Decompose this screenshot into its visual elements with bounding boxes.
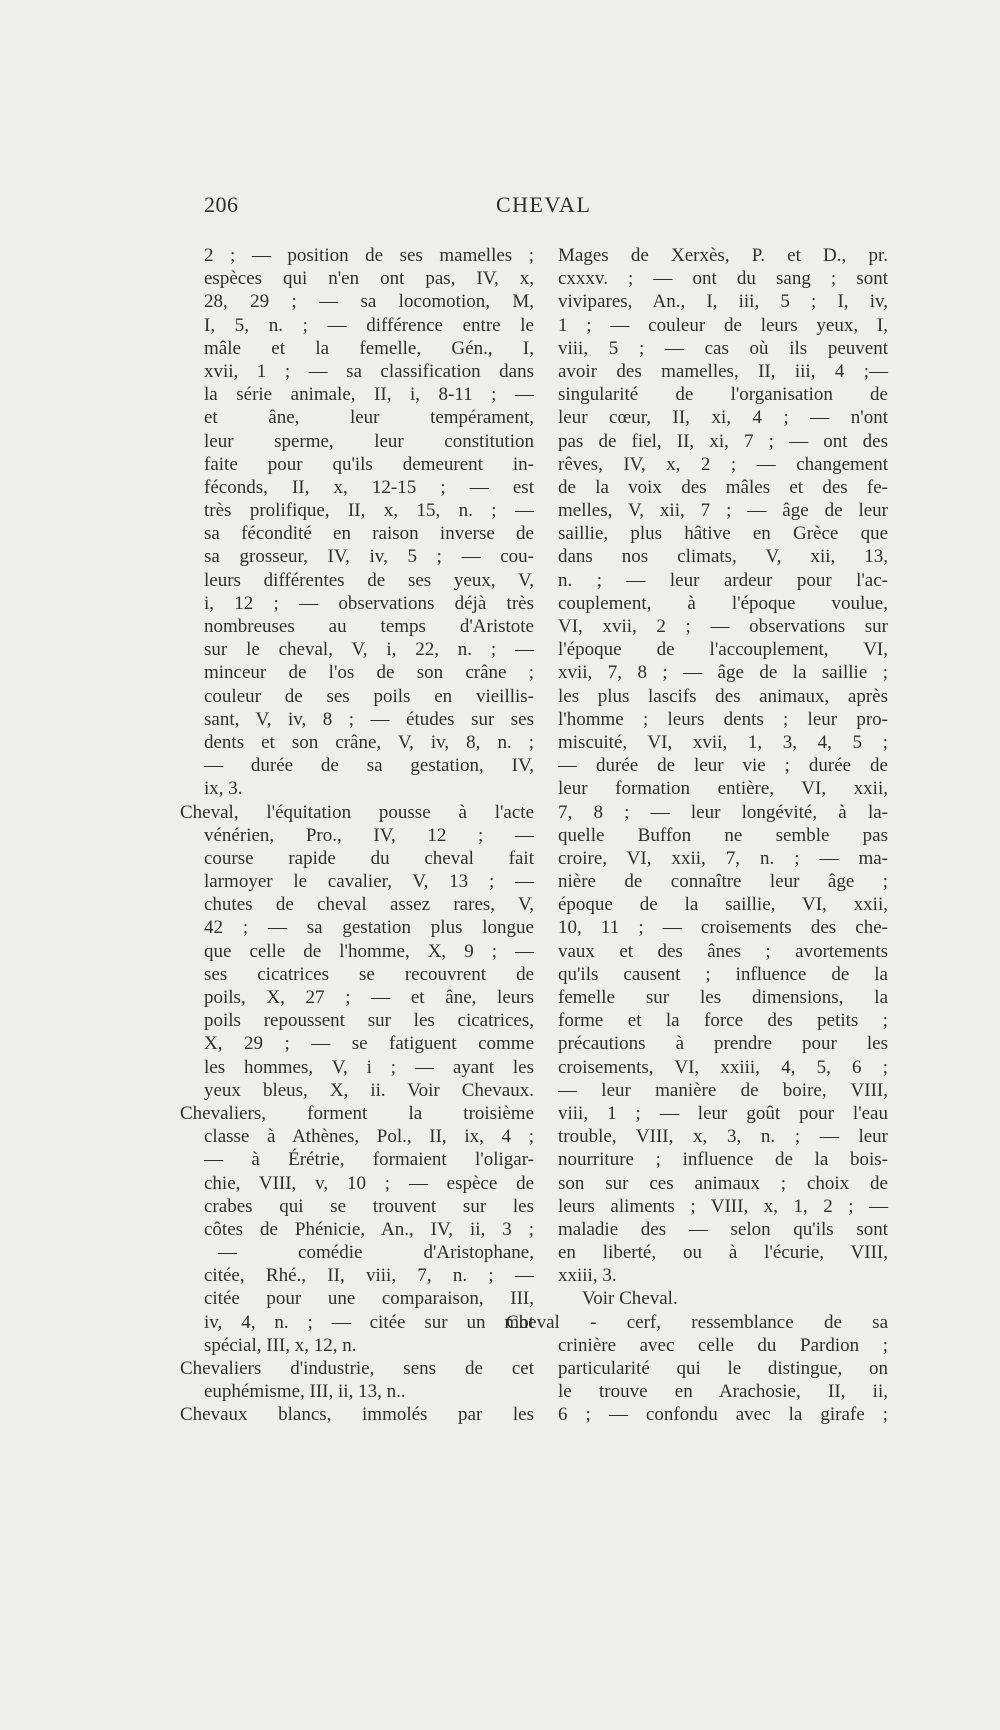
- text-line: — durée de sa gestation, IV,: [204, 755, 534, 777]
- text-line: et âne, leur tempérament,: [204, 407, 534, 429]
- entry-heading-cheval-cerf: Cheval - cerf, ressemblance de sa: [506, 1311, 888, 1333]
- text-line: xvii, 7, 8 ; — âge de la saillie ;: [558, 662, 888, 684]
- page-header: [204, 192, 894, 226]
- text-line: précautions à prendre pour les: [558, 1033, 888, 1055]
- entry-heading-chevaux: Chevaux blancs, immolés par les: [180, 1404, 534, 1426]
- text-line: chie, VIII, v, 10 ; — espèce de: [204, 1172, 534, 1194]
- text-line: sant, V, iv, 8 ; — études sur ses: [204, 708, 534, 730]
- text-line: femelle sur les dimensions, la: [558, 987, 888, 1008]
- right-column: [506, 244, 888, 1427]
- text-line: cxxxv. ; — ont du sang ; sont: [558, 268, 888, 290]
- text-line: — à Érétrie, formaient l'oligar-: [204, 1149, 534, 1171]
- text-line: viii, 1 ; — leur goût pour l'eau: [558, 1102, 888, 1124]
- entry-heading-chevaliers: Chevaliers, forment la troisième: [180, 1102, 534, 1124]
- text-line: dents et son crâne, V, iv, 8, n. ;: [204, 731, 534, 753]
- text-line: croire, VI, xxii, 7, n. ; — ma-: [558, 847, 888, 869]
- text-line: crinière avec celle du Pardion ;: [558, 1334, 888, 1356]
- text-line: euphémisme, III, ii, 13, n..: [204, 1381, 406, 1403]
- text-line: sa grosseur, IV, iv, 5 ; — cou-: [204, 546, 534, 568]
- text-line: n. ; — leur ardeur pour l'ac-: [558, 569, 888, 591]
- text-line: 10, 11 ; — croisements des che-: [558, 917, 888, 939]
- text-line: sa fécondité en raison inverse de: [204, 523, 534, 545]
- text-line: poils repoussent sur les cicatrices,: [204, 1010, 534, 1032]
- text-line: ix, 3.: [204, 778, 243, 800]
- text-line: trouble, VIII, x, 3, n. ; — leur: [558, 1126, 888, 1148]
- text-line: citée, Rhé., II, viii, 7, n. ; —: [204, 1265, 534, 1287]
- text-line: son sur ces animaux ; choix de: [558, 1172, 888, 1194]
- text-line: avoir des mamelles, II, iii, 4 ;—: [558, 360, 888, 382]
- text-line: nourriture ; influence de la bois-: [558, 1149, 888, 1171]
- text-line: singularité de l'organisation de: [558, 384, 888, 406]
- text-line: que celle de l'homme, X, 9 ; —: [204, 940, 534, 962]
- entry-heading-cheval: Cheval, l'équitation pousse à l'acte: [180, 801, 534, 823]
- text-line: crabes qui se trouvent sur les: [204, 1195, 534, 1217]
- text-line: xvii, 1 ; — sa classification dans: [204, 360, 534, 382]
- text-line: ses cicatrices se recouvrent de: [204, 963, 534, 985]
- text-line: côtes de Phénicie, An., IV, ii, 3 ;: [204, 1218, 534, 1240]
- text-line: dans nos climats, V, xii, 13,: [558, 546, 888, 568]
- text-line: féconds, II, x, 12-15 ; — est: [204, 476, 534, 498]
- text-line: leurs aliments ; VIII, x, 1, 2 ; —: [558, 1195, 888, 1217]
- text-line: larmoyer le cavalier, V, 13 ; —: [204, 871, 534, 893]
- text-line: faite pour qu'ils demeurent in-: [204, 453, 534, 475]
- text-line: mâle et la femelle, Gén., I,: [204, 337, 534, 359]
- text-line: 1 ; — couleur de leurs yeux, I,: [558, 314, 888, 336]
- text-line: — durée de leur vie ; durée de: [558, 755, 888, 777]
- text-line: sur le cheval, V, i, 22, n. ; —: [204, 639, 534, 661]
- text-line: qu'ils causent ; influence de la: [558, 963, 888, 985]
- see-also-line: Voir Cheval.: [582, 1288, 678, 1310]
- text-line: leur formation entière, VI, xxii,: [558, 778, 888, 800]
- text-line: melles, V, xii, 7 ; — âge de leur: [558, 500, 888, 522]
- page-number: 206: [204, 192, 239, 217]
- text-line: — leur manière de boire, VIII,: [558, 1079, 888, 1101]
- text-line: nombreuses au temps d'Aristote: [204, 616, 534, 637]
- text-line: saillie, plus hâtive en Grèce que: [558, 523, 888, 545]
- text-line: miscuité, VI, xvii, 1, 3, 4, 5 ;: [558, 731, 888, 753]
- text-line: vaux et des ânes ; avortements: [558, 940, 888, 962]
- text-line: maladie des — selon qu'ils sont: [558, 1218, 888, 1240]
- text-line: l'époque de l'accouplement, VI,: [558, 639, 888, 661]
- text-line: spécial, III, x, 12, n.: [204, 1334, 357, 1356]
- left-column: [180, 244, 534, 1427]
- text-line: particularité qui le distingue, on: [558, 1358, 888, 1379]
- text-line: pas de fiel, II, xi, 7 ; — ont des: [558, 430, 888, 452]
- text-line: VI, xvii, 2 ; — observations sur: [558, 616, 888, 637]
- text-line: croisements, VI, xxiii, 4, 5, 6 ;: [558, 1056, 888, 1078]
- text-line: course rapide du cheval fait: [204, 847, 534, 869]
- text-line: les hommes, V, i ; — ayant les: [204, 1056, 534, 1078]
- text-line: couleur de ses poils en vieillis-: [204, 685, 534, 707]
- text-line: 7, 8 ; — leur longévité, à la-: [558, 801, 888, 823]
- text-line: leur sperme, leur constitution: [204, 430, 534, 452]
- text-line: chutes de cheval assez rares, V,: [204, 894, 534, 916]
- text-line: minceur de l'os de son crâne ;: [204, 662, 534, 684]
- text-line: espèces qui n'en ont pas, IV, x,: [204, 268, 534, 290]
- text-line: viii, 5 ; — cas où ils peuvent: [558, 337, 888, 359]
- text-line: I, 5, n. ; — différence entre le: [204, 314, 534, 336]
- text-line: couplement, à l'époque voulue,: [558, 592, 888, 614]
- text-line: 6 ; — confondu avec la girafe ;: [558, 1404, 888, 1426]
- text-line: Mages de Xerxès, P. et D., pr.: [558, 245, 888, 266]
- text-line: très prolifique, II, x, 15, n. ; —: [204, 500, 534, 522]
- text-line: yeux bleus, X, ii. Voir Chevaux.: [204, 1079, 534, 1101]
- text-line: 2 ; — position de ses mamelles ;: [204, 245, 534, 266]
- text-line: vénérien, Pro., IV, 12 ; —: [204, 824, 534, 846]
- text-line: poils, X, 27 ; — et âne, leurs: [204, 987, 534, 1008]
- text-line: forme et la force des petits ;: [558, 1010, 888, 1032]
- text-line: la série animale, II, i, 8-11 ; —: [204, 384, 534, 406]
- text-line: iv, 4, n. ; — citée sur un mot: [204, 1311, 534, 1333]
- text-line: l'homme ; leurs dents ; leur pro-: [558, 708, 888, 730]
- text-line: citée pour une comparaison, III,: [204, 1288, 534, 1310]
- text-line: quelle Buffon ne semble pas: [558, 824, 888, 846]
- text-line: 42 ; — sa gestation plus longue: [204, 917, 534, 939]
- text-line: nière de connaître leur âge ;: [558, 871, 888, 893]
- text-line: le trouve en Arachosie, II, ii,: [558, 1381, 888, 1403]
- text-line: rêves, IV, x, 2 ; — changement: [558, 453, 888, 475]
- text-line: X, 29 ; — se fatiguent comme: [204, 1033, 534, 1055]
- text-line: xxiii, 3.: [558, 1265, 617, 1287]
- text-line: leur cœur, II, xi, 4 ; — n'ont: [558, 407, 888, 429]
- text-line: leurs différentes de ses yeux, V,: [204, 569, 534, 591]
- text-line: en liberté, ou à l'écurie, VIII,: [558, 1242, 888, 1264]
- text-line: i, 12 ; — observations déjà très: [204, 592, 534, 614]
- text-line: époque de la saillie, VI, xxii,: [558, 894, 888, 916]
- text-line: 28, 29 ; — sa locomotion, M,: [204, 291, 534, 313]
- text-line: classe à Athènes, Pol., II, ix, 4 ;: [204, 1126, 534, 1148]
- text-line: les plus lascifs des animaux, après: [558, 685, 888, 707]
- text-line: de la voix des mâles et des fe-: [558, 476, 888, 498]
- text-line: — comédie d'Aristophane,: [218, 1242, 534, 1264]
- text-line: vivipares, An., I, iii, 5 ; I, iv,: [558, 291, 888, 313]
- entry-heading-chevaliers-industrie: Chevaliers d'industrie, sens de cet: [180, 1358, 534, 1379]
- running-head: CHEVAL: [496, 192, 592, 217]
